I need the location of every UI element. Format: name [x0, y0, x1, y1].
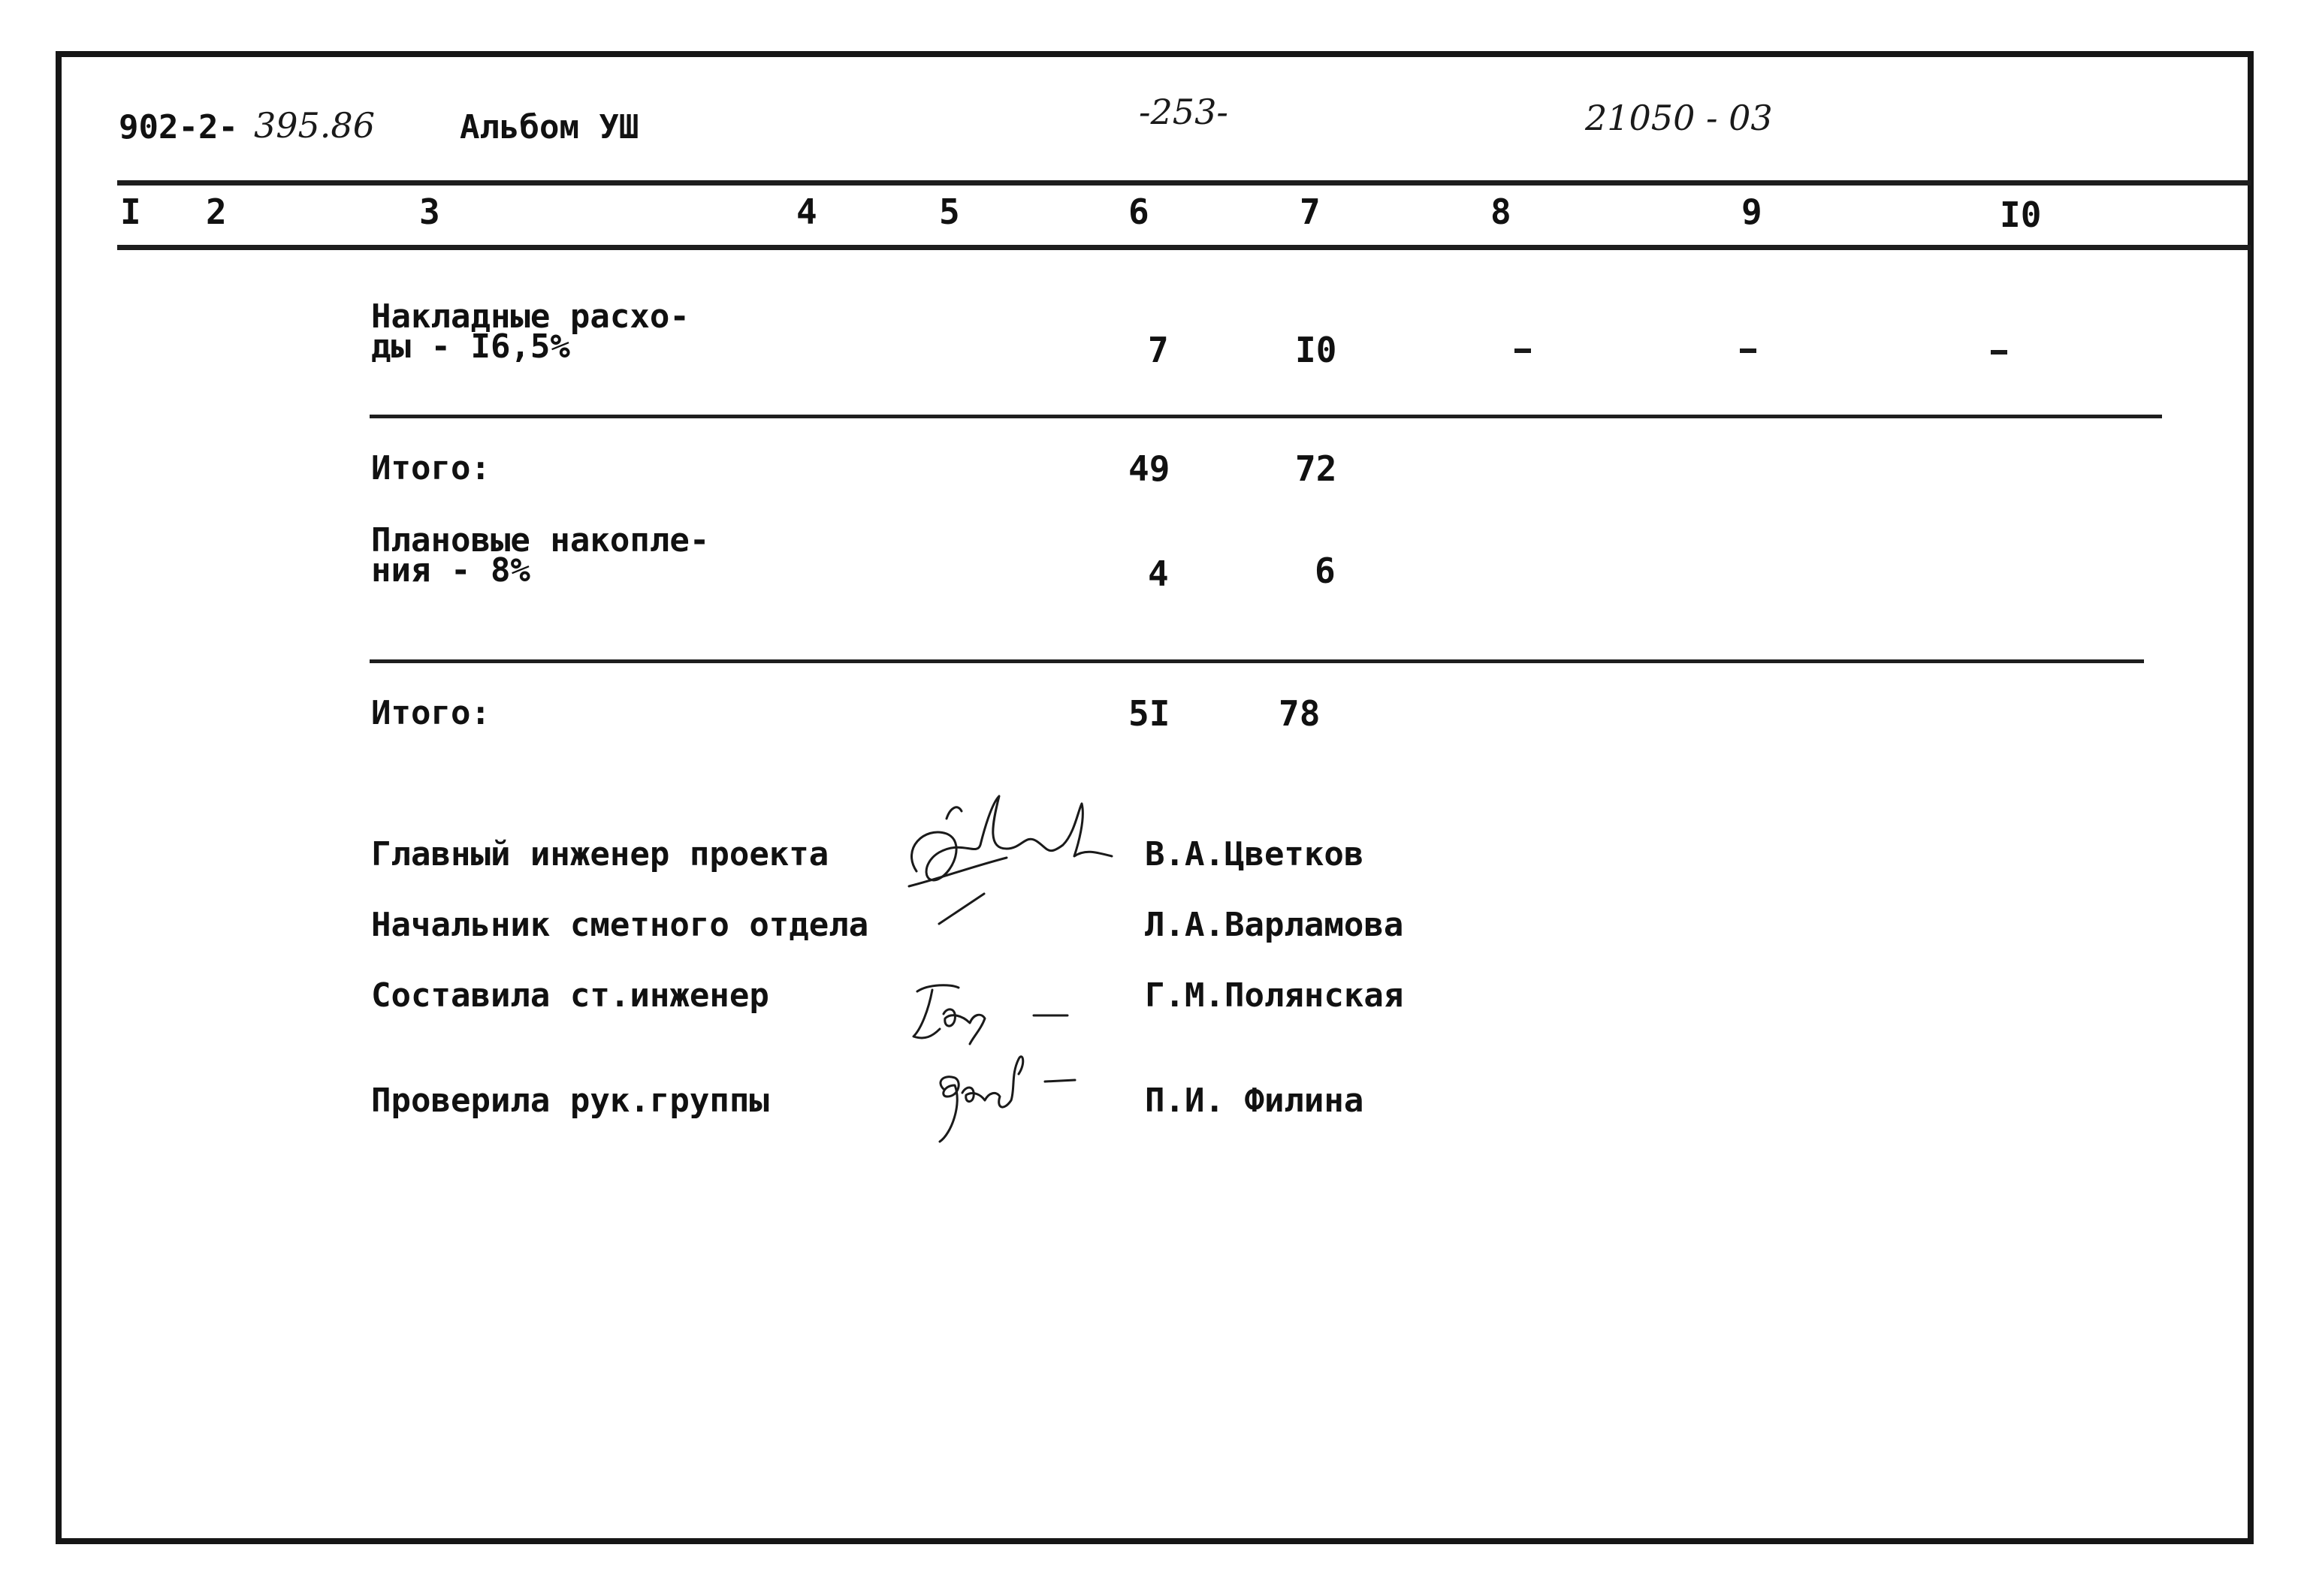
signature-name: Г.М.Полянская	[1145, 976, 1404, 1015]
signature-role: Начальник сметного отдела	[371, 906, 869, 944]
page-frame	[56, 51, 2254, 1544]
signature-scribble-chief-engineer	[894, 774, 1119, 939]
overhead-label-line2: ды - I6,5%	[371, 327, 570, 366]
doc-code-prefix: 902-2-	[119, 108, 238, 146]
subtotal1-label: Итого:	[371, 449, 491, 487]
page-number: -253-	[1139, 92, 1228, 132]
signature-name: П.И. Филина	[1145, 1082, 1364, 1120]
overhead-col10-dash	[1991, 350, 2007, 354]
planned-label-line1: Плановые накопле-	[371, 521, 710, 560]
doc-code-handwritten: 395.86	[254, 105, 375, 146]
overhead-col8-dash	[1514, 348, 1531, 353]
total-col7: 78	[1279, 693, 1321, 734]
column-number: 9	[1741, 192, 1762, 232]
row-separator	[370, 659, 2144, 663]
planned-col7: 6	[1315, 551, 1336, 591]
header-top-rule	[117, 180, 2251, 186]
planned-col6: 4	[1148, 554, 1169, 594]
signature-scribble-compiler	[898, 969, 1079, 1051]
album-label: Альбом УШ	[460, 108, 639, 146]
overhead-col6: 7	[1148, 330, 1169, 370]
signature-name: В.А.Цветков	[1145, 835, 1364, 873]
header-bottom-rule	[117, 245, 2251, 250]
column-number: 6	[1128, 192, 1149, 232]
subtotal1-col6: 49	[1128, 448, 1170, 489]
column-number: 4	[796, 192, 817, 232]
column-number: 2	[206, 192, 227, 232]
subtotal1-col7: 72	[1295, 448, 1337, 489]
signature-role: Составила ст.инженер	[371, 976, 769, 1015]
signature-role: Главный инженер проекта	[371, 835, 829, 873]
row-separator	[370, 415, 2162, 418]
doc-number: 21050 - 03	[1585, 98, 1773, 138]
planned-label-line2: ния - 8%	[371, 551, 530, 590]
column-number: I	[120, 192, 141, 232]
column-number: 7	[1300, 192, 1321, 232]
column-number: I0	[2000, 195, 2042, 235]
signature-role: Проверила рук.группы	[371, 1082, 769, 1120]
total-col6: 5I	[1128, 693, 1170, 734]
overhead-col7: I0	[1295, 330, 1337, 370]
column-number: 3	[419, 192, 440, 232]
column-number: 8	[1490, 192, 1511, 232]
signature-scribble-checker	[921, 1044, 1101, 1157]
total-label: Итого:	[371, 694, 491, 732]
overhead-col9-dash	[1740, 348, 1756, 353]
column-number: 5	[939, 192, 960, 232]
overhead-label-line1: Накладные расхо-	[371, 297, 690, 336]
signature-name: Л.А.Варламова	[1145, 906, 1404, 944]
